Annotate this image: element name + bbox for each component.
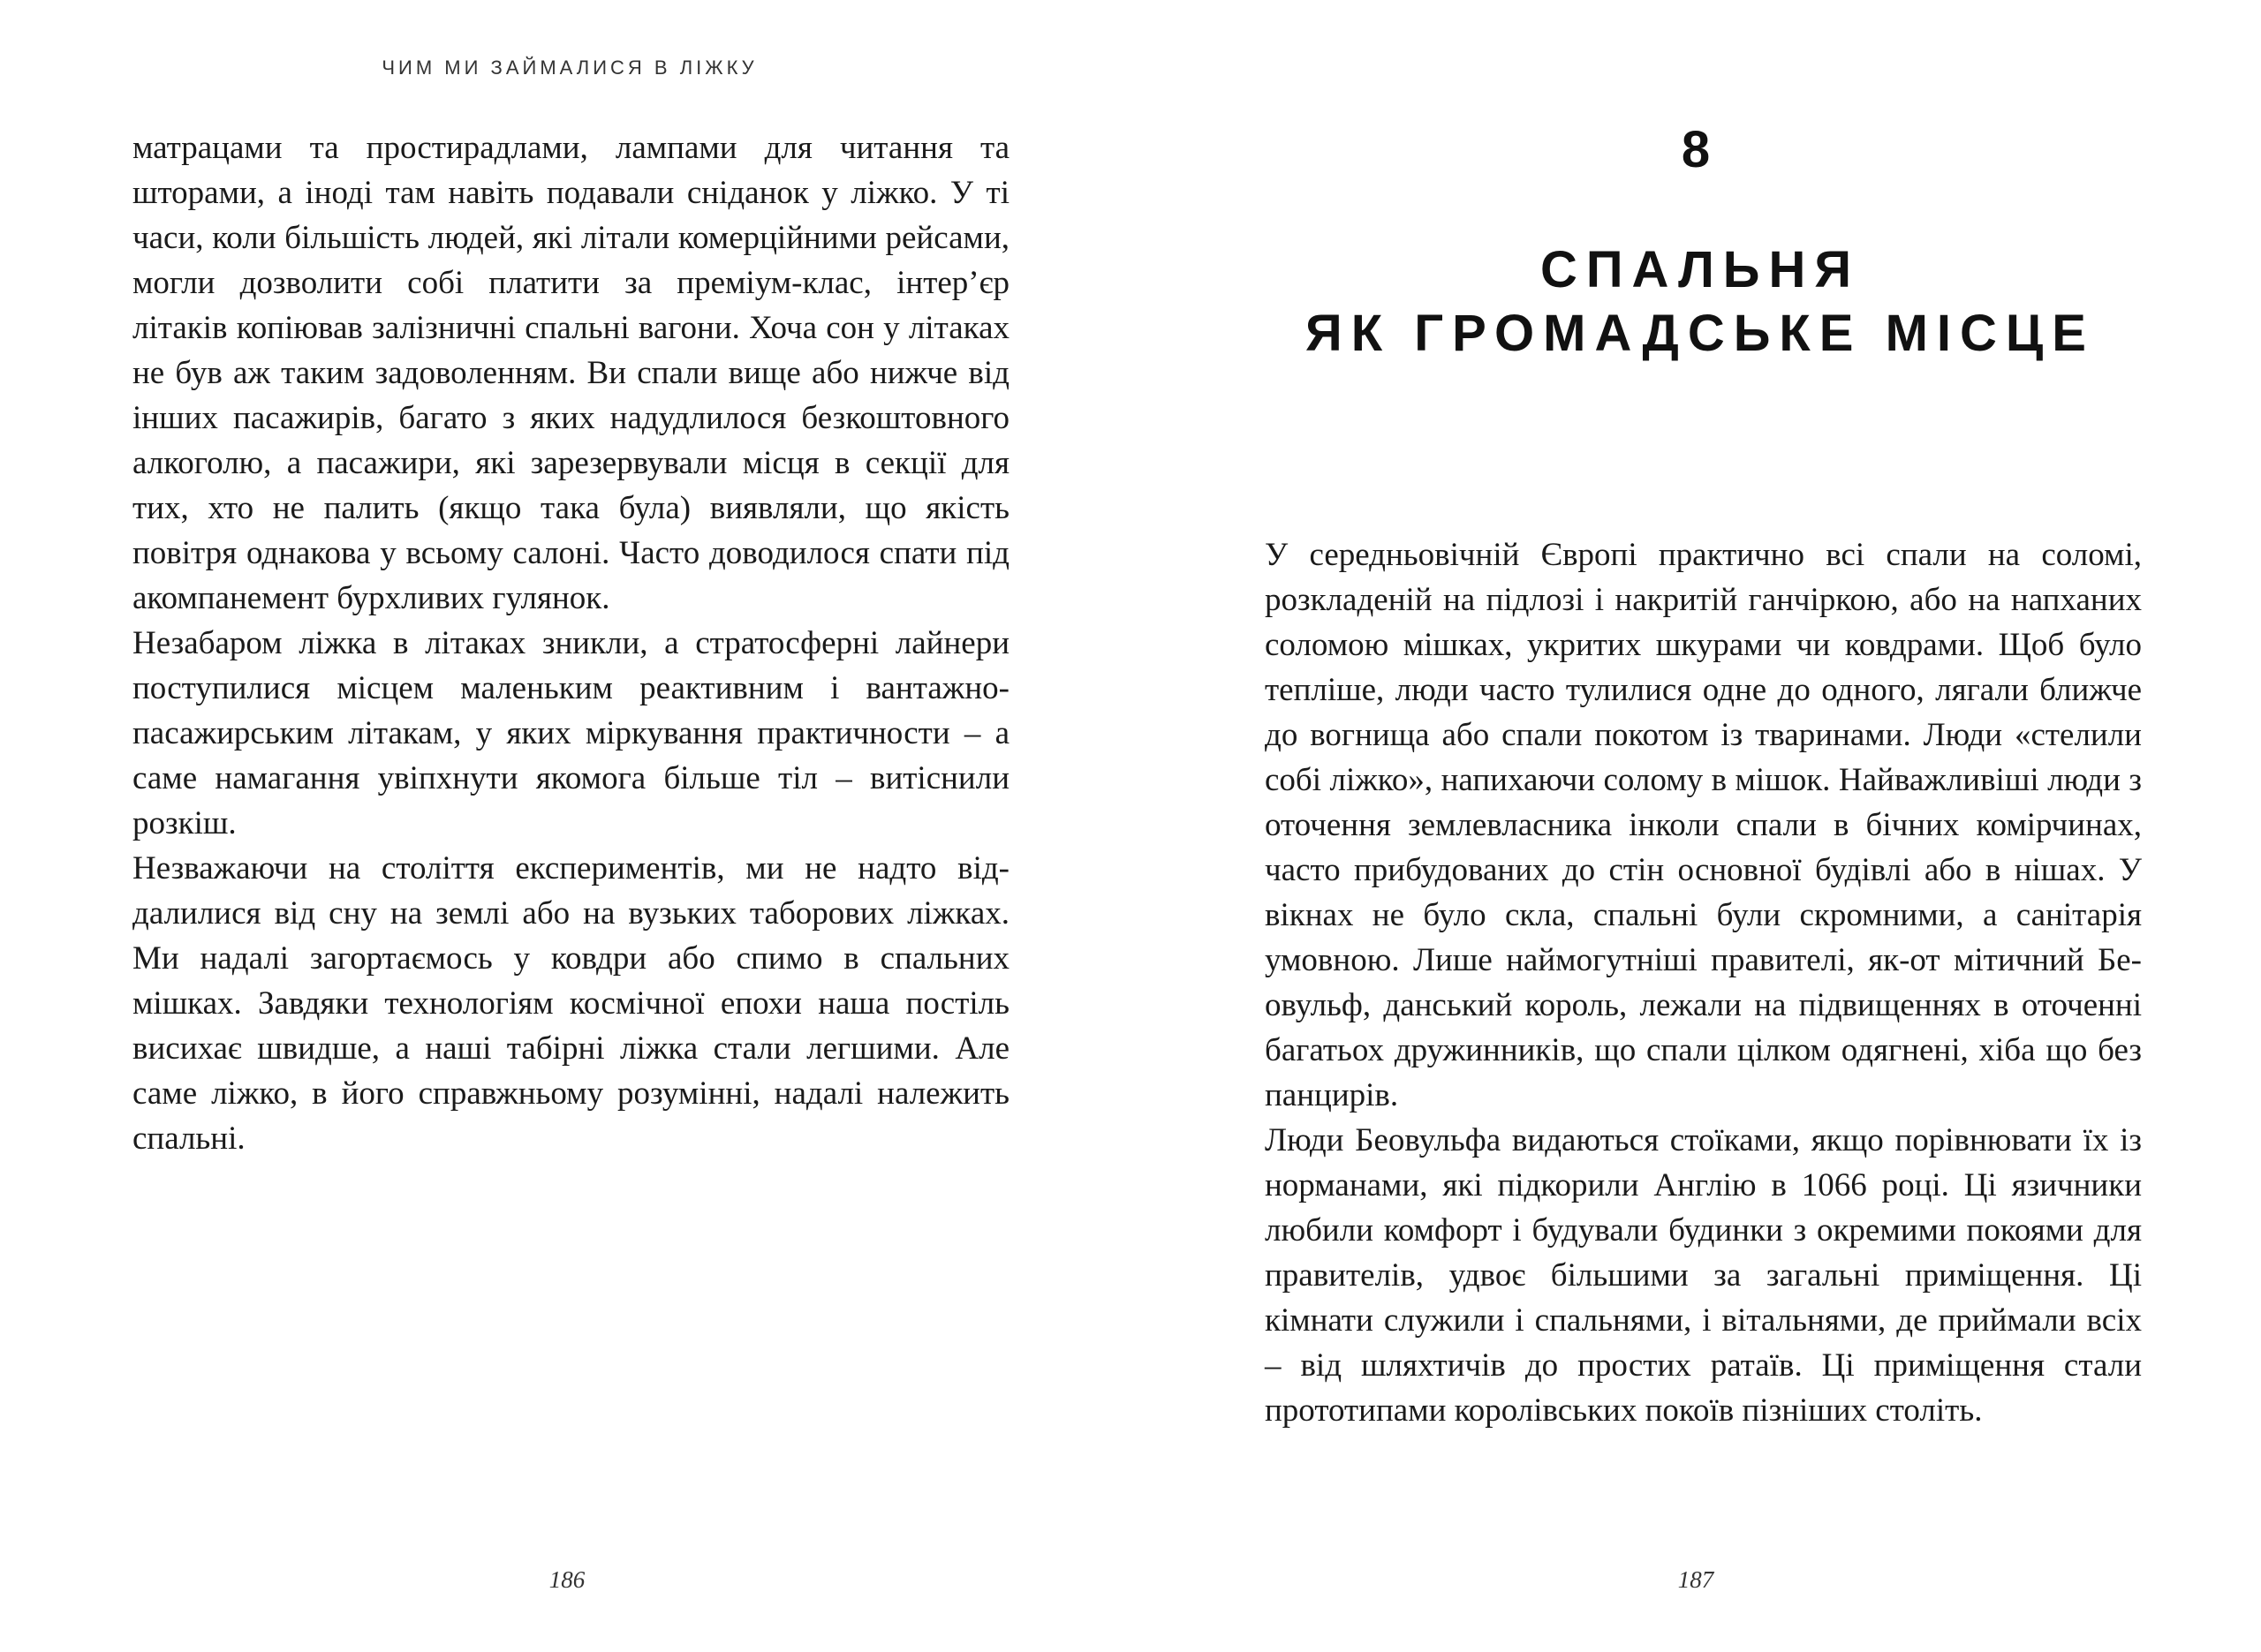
chapter-title bbox=[1263, 238, 2137, 366]
left-page bbox=[0, 0, 1130, 1652]
paragraph: Незважаючи на століття експериментів, ми не надто віддалилися від сну на землі або на вузьких таборових ліжках. Ми надалі загортаємось у ковдри або спимо в спальних мішках. Завдяки технологіям космічної епохи наша постіль висихає швидше, а наші табірні ліжка стали легшими. Але саме ліжко, в його справжньому розумінні, надалі належить спальні. bbox=[132, 850, 1010, 1157]
paragraph: У середньовічній Європі практично всі спали на соломі, розкладеній на підлозі і накритій ганчіркою, або на напханих соломою мішках, укритих шкурами чи ковдрами. Щоб було тепліше, люди часто тулилися одне до одного, лягали ближче до вогнища або спали покотом із тваринами. Люди «стелили собі ліжко», напихаючи солому в мішок. Найважливіші люди з оточення землевласника інколи спали в бічних комірчинах, часто прибудованих до стін основної будівлі або в нішах. У вікнах не було скла, спальні були скромними, а санітарія умовною. Лише наймогутніші правителі, як-от мітичний Беовульф, данський король, лежали на підвищеннях в оточенні багатьох дружинників, що спали цілком одягнені, хіба що без панцирів. bbox=[1265, 537, 2142, 1113]
chapter-number: 8 bbox=[1681, 121, 1711, 178]
chapter-title-line: СПАЛЬНЯ bbox=[1539, 241, 1861, 298]
running-head: ЧИМ МИ ЗАЙМАЛИСЯ В ЛІЖКУ bbox=[382, 57, 758, 79]
paragraph: Незабаром ліжка в літаках зникли, а стратосферні лайнери поступилися місцем маленьким реактивним і вантажно-пасажирським літакам, у яких міркування практичности – а саме намагання увіпхнути якомога більше тіл – витіснили розкіш. bbox=[132, 625, 1010, 841]
chapter-title-line: ЯК ГРОМАДСЬКЕ МІСЦЕ bbox=[1305, 305, 2095, 362]
paragraph: матрацами та простирадлами, лампами для читання та шторами, а іноді там навіть подавали сніданок у ліжко. У ті часи, коли більшість людей, які літали комерційними рейсами, могли дозволити собі платити за преміум-клас, інтер’єр літаків копіював залізничні спальні вагони. Хоча сон у літаках не був аж таким задоволенням. Ви спали вище або нижче від інших пасажирів, багато з яких надудлилося безкоштовного алкоголю, а пасажири, які зарезервували місця в секції для тих, хто не палить (якщо така була) виявляли, що якість повітря однакова у всьому салоні. Часто доводилося спати під акомпанемент бурхливих гулянок. bbox=[132, 130, 1010, 616]
page-number: 186 bbox=[548, 1566, 586, 1593]
page-number: 187 bbox=[1677, 1566, 1714, 1593]
right-body-text bbox=[1265, 532, 2142, 1433]
paragraph: Люди Беовульфа видаються стоїками, якщо порівнювати їх із норманами, які підкорили Англію в 1066 році. Ці язичники любили комфорт і будували будинки з окремими покоями для правителів, удвоє більшими за загальні приміщення. Ці кімнати служили і спальнями, і вітальнями, де приймали всіх – від шляхтичів до простих ратаїв. Ці приміщення стали прототипами королівських покоїв пізніших століть. bbox=[1265, 1122, 2142, 1429]
left-body-text bbox=[132, 125, 1010, 1161]
right-page bbox=[1130, 0, 2261, 1652]
